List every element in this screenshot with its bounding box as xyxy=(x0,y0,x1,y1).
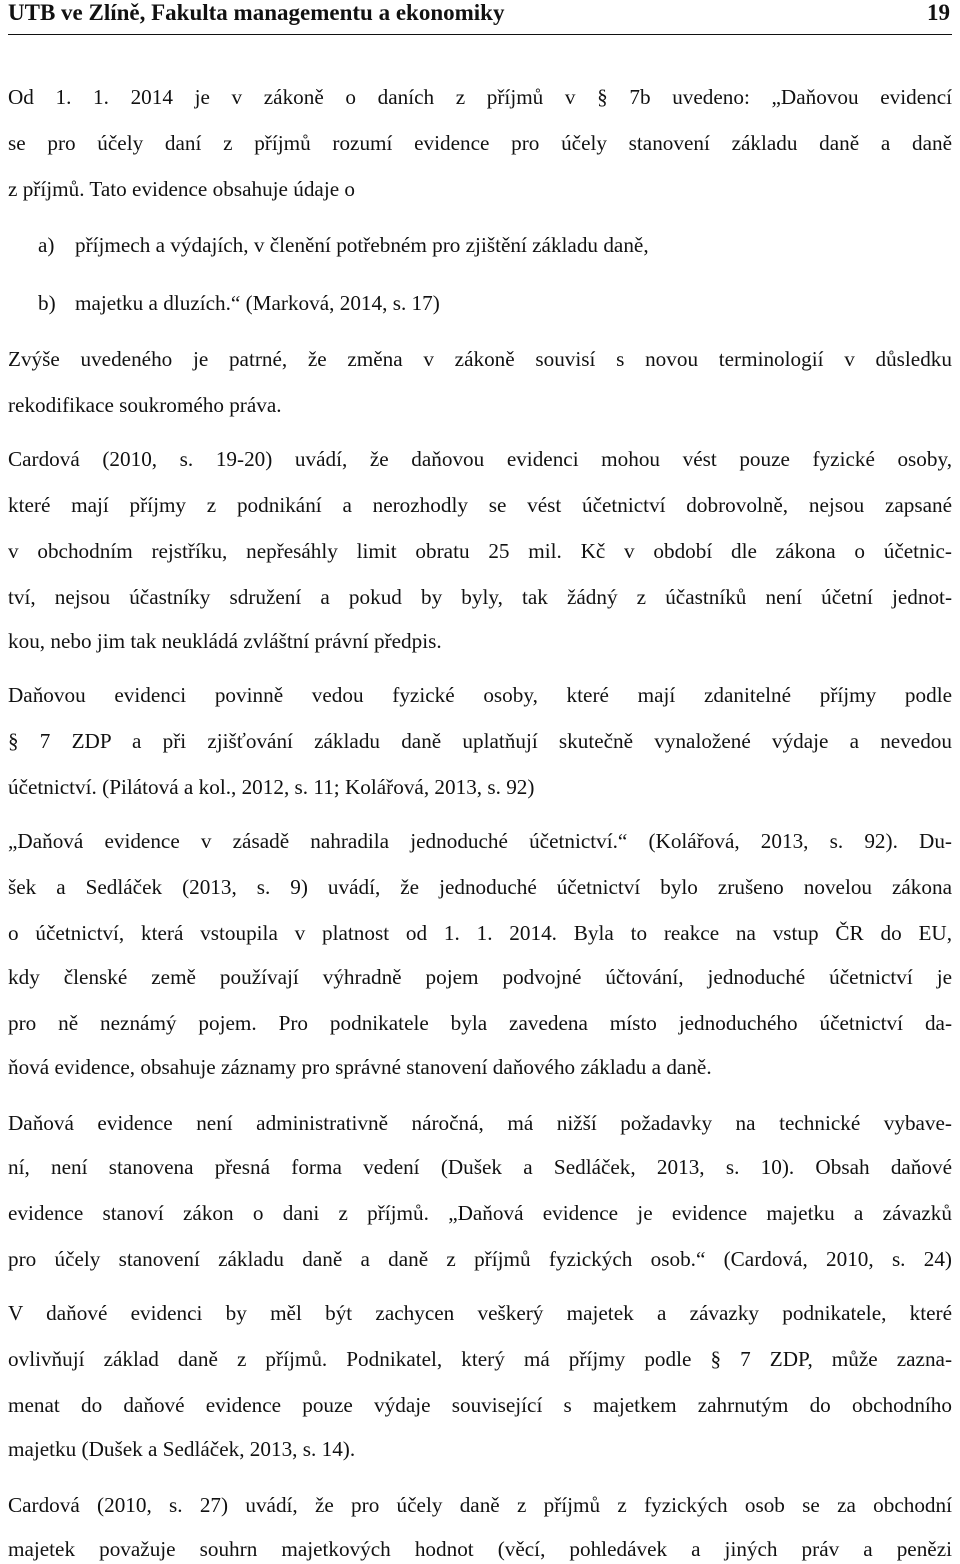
text-line: šek a Sedláček (2013, s. 9) uvádí, že jednoduché účetnictví bylo zrušeno novelou zákona xyxy=(8,875,952,899)
text-line: evidence stanoví zákon o dani z příjmů. „Daňová evidence je evidence majetku a závazků xyxy=(8,1201,952,1225)
text-line: V daňové evidenci by měl být zachycen veškerý majetek a závazky podnikatele, které xyxy=(8,1301,952,1325)
text-line: rekodifikace soukromého práva. xyxy=(8,393,282,417)
text-line: Cardová (2010, s. 27) uvádí, že pro účely daně z příjmů z fyzických osob se za obchodní xyxy=(8,1493,952,1517)
list-item xyxy=(38,232,938,258)
text-line: které mají příjmy z podnikání a nerozhodly se vést účetnictví dobrovolně, nejsou zapsané xyxy=(8,493,952,517)
list-item-text: příjmech a výdajích, v členění potřebném pro zjištění základu daně, xyxy=(75,233,649,257)
text-line: menat do daňové evidence pouze výdaje související s majetkem zahrnutým do obchodního xyxy=(8,1393,952,1417)
page-header xyxy=(8,0,952,35)
text-line: kou, nebo jim tak neukládá zvláštní právní předpis. xyxy=(8,629,442,653)
text-line: ňová evidence, obsahuje záznamy pro správné stanovení daňového základu a daně. xyxy=(8,1055,712,1079)
text-line: z příjmů. Tato evidence obsahuje údaje o xyxy=(8,177,356,201)
text-line: Daňovou evidenci povinně vedou fyzické osoby, které mají zdanitelné příjmy podle xyxy=(8,683,952,707)
text-line: v obchodním rejstříku, nepřesáhly limit obratu 25 mil. Kč v období dle zákona o účetnic- xyxy=(8,539,952,563)
text-line: Daňová evidence není administrativně náročná, má nižší požadavky na technické vybave- xyxy=(8,1111,952,1135)
text-line: kdy členské země používají výhradně pojem podvojné účtování, jednoduché účetnictví je xyxy=(8,965,952,989)
page-number: 19 xyxy=(927,0,950,25)
text-line: se pro účely daní z příjmů rozumí evidence pro účely stanovení základu daně a daně xyxy=(8,131,952,155)
text-line: účetnictví. (Pilátová a kol., 2012, s. 11; Kolářová, 2013, s. 92) xyxy=(8,775,535,799)
list-item-text: majetku a dluzích.“ (Marková, 2014, s. 17) xyxy=(75,291,440,315)
list-item xyxy=(38,290,938,316)
text-line: „Daňová evidence v zásadě nahradila jednoduché účetnictví.“ (Kolářová, 2013, s. 92). Du- xyxy=(8,829,952,853)
text-line: pro účely stanovení základu daně a daně z příjmů fyzických osob.“ (Cardová, 2010, s. 24) xyxy=(8,1247,952,1271)
text-line: ovlivňují základ daně z příjmů. Podnikatel, který má příjmy podle § 7 ZDP, může zazna- xyxy=(8,1347,952,1371)
text-line: Od 1. 1. 2014 je v zákoně o daních z příjmů v § 7b uvedeno: „Daňovou evidencí xyxy=(8,85,952,109)
list-label: a) xyxy=(38,233,55,257)
text-line: majetek považuje souhrn majetkových hodnot (věcí, pohledávek a jiných práv a penězi xyxy=(8,1537,952,1561)
text-line: Zvýše uvedeného je patrné, že změna v zákoně souvisí s novou terminologií v důsledku xyxy=(8,347,952,371)
text-line: Cardová (2010, s. 19-20) uvádí, že daňovou evidenci mohou vést pouze fyzické osoby, xyxy=(8,447,952,471)
text-line: majetku (Dušek a Sedláček, 2013, s. 14). xyxy=(8,1437,356,1461)
text-line: tví, nejsou účastníky sdružení a pokud by byly, tak žádný z účastníků není účetní jednot- xyxy=(8,585,952,609)
text-line: § 7 ZDP a při zjišťování základu daně uplatňují skutečně vynaložené výdaje a nevedou xyxy=(8,729,952,753)
text-line: o účetnictví, která vstoupila v platnost od 1. 1. 2014. Byla to reakce na vstup ČR do EU, xyxy=(8,921,952,945)
text-line: pro ně neznámý pojem. Pro podnikatele byla zavedena místo jednoduchého účetnictví da- xyxy=(8,1011,952,1035)
header-title: UTB ve Zlíně, Fakulta managementu a ekonomiky xyxy=(8,0,505,25)
list-label: b) xyxy=(38,291,56,315)
text-line: ní, není stanovena přesná forma vedení (Dušek a Sedláček, 2013, s. 10). Obsah daňové xyxy=(8,1155,952,1179)
